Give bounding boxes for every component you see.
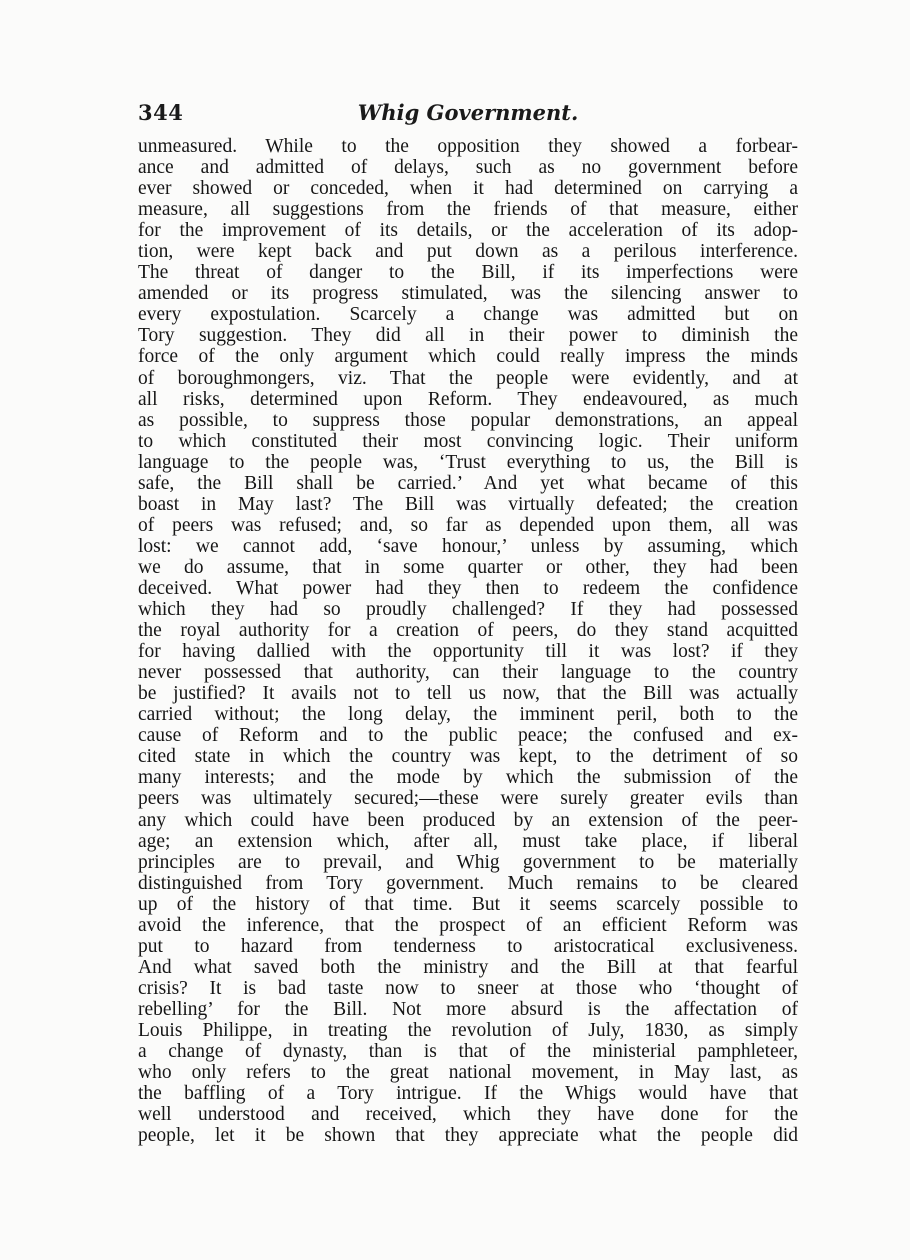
text-line: tion, were kept back and put down as a perilous interference. [138,241,798,263]
body-text [138,136,798,1146]
text-line: of peers was refused; and, so far as depended upon them, all was [138,514,798,536]
text-line: people, let it be shown that they appreciate what the people did [138,1125,798,1147]
running-title: Whig Government. [357,100,579,125]
text-line: Tory suggestion. They did all in their power to diminish the [138,325,798,347]
text-line: a change of dynasty, than is that of the ministerial pamphleteer, [138,1041,798,1063]
text-line: we do assume, that in some quarter or other, they had been [138,556,798,578]
text-line: well understood and received, which they have done for the [138,1104,798,1126]
text-line: measure, all suggestions from the friends of that measure, either [138,199,798,221]
text-line: every expostulation. Scarcely a change was admitted but on [138,304,798,326]
text-line: peers was ultimately secured;—these were surely greater evils than [138,788,798,810]
text-line: avoid the inference, that the prospect of an efficient Reform was [138,914,798,936]
text-line: safe, the Bill shall be carried.’ And yet what became of this [138,472,798,494]
text-line: which they had so proudly challenged? If they had possessed [138,599,798,621]
text-line: many interests; and the mode by which the submission of the [138,767,798,789]
text-line: put to hazard from tenderness to aristocratical exclusiveness. [138,935,798,957]
text-line: principles are to prevail, and Whig government to be materially [138,851,798,873]
text-line: ever showed or conceded, when it had determined on carrying a [138,178,798,200]
text-line: the royal authority for a creation of peers, do they stand acquitted [138,620,798,642]
text-line: for having dallied with the opportunity till it was lost? if they [138,641,798,663]
text-line: distinguished from Tory government. Much remains to be cleared [138,872,798,894]
text-line: any which could have been produced by an extension of the peer- [138,809,798,831]
text-line: rebelling’ for the Bill. Not more absurd is the affectation of [138,998,798,1020]
text-line: language to the people was, ‘Trust everything to us, the Bill is [138,451,798,473]
text-line: who only refers to the great national movement, in May last, as [138,1062,798,1084]
page-number: 344 [138,100,184,125]
text-line: never possessed that authority, can their language to the country [138,662,798,684]
text-line: cause of Reform and to the public peace; the confused and ex- [138,725,798,747]
text-line: deceived. What power had they then to redeem the confidence [138,577,798,599]
text-line: And what saved both the ministry and the Bill at that fearful [138,956,798,978]
text-line: force of the only argument which could really impress the minds [138,346,798,368]
text-line: boast in May last? The Bill was virtually defeated; the creation [138,493,798,515]
text-line: all risks, determined upon Reform. They endeavoured, as much [138,388,798,410]
text-line: Louis Philippe, in treating the revolution of July, 1830, as simply [138,1019,798,1041]
text-line: age; an extension which, after all, must take place, if liberal [138,830,798,852]
text-line: up of the history of that time. But it seems scarcely possible to [138,893,798,915]
running-head [138,100,798,134]
text-line: crisis? It is bad taste now to sneer at those who ‘thought of [138,977,798,999]
text-line: lost: we cannot add, ‘save honour,’ unless by assuming, which [138,535,798,557]
text-line: ance and admitted of delays, such as no government before [138,157,798,179]
text-line: cited state in which the country was kept, to the detriment of so [138,746,798,768]
text-line: be justified? It avails not to tell us now, that the Bill was actually [138,683,798,705]
text-line: for the improvement of its details, or the acceleration of its adop- [138,220,798,242]
text-line: of boroughmongers, viz. That the people were evidently, and at [138,367,798,389]
text-line: carried without; the long delay, the imminent peril, both to the [138,704,798,726]
text-line: amended or its progress stimulated, was the silencing answer to [138,283,798,305]
text-line: to which constituted their most convincing logic. Their uniform [138,430,798,452]
text-line: the baffling of a Tory intrigue. If the Whigs would have that [138,1083,798,1105]
text-line: The threat of danger to the Bill, if its imperfections were [138,262,798,284]
text-line: as possible, to suppress those popular demonstrations, an appeal [138,409,798,431]
text-line: unmeasured. While to the opposition they showed a forbear- [138,136,798,157]
